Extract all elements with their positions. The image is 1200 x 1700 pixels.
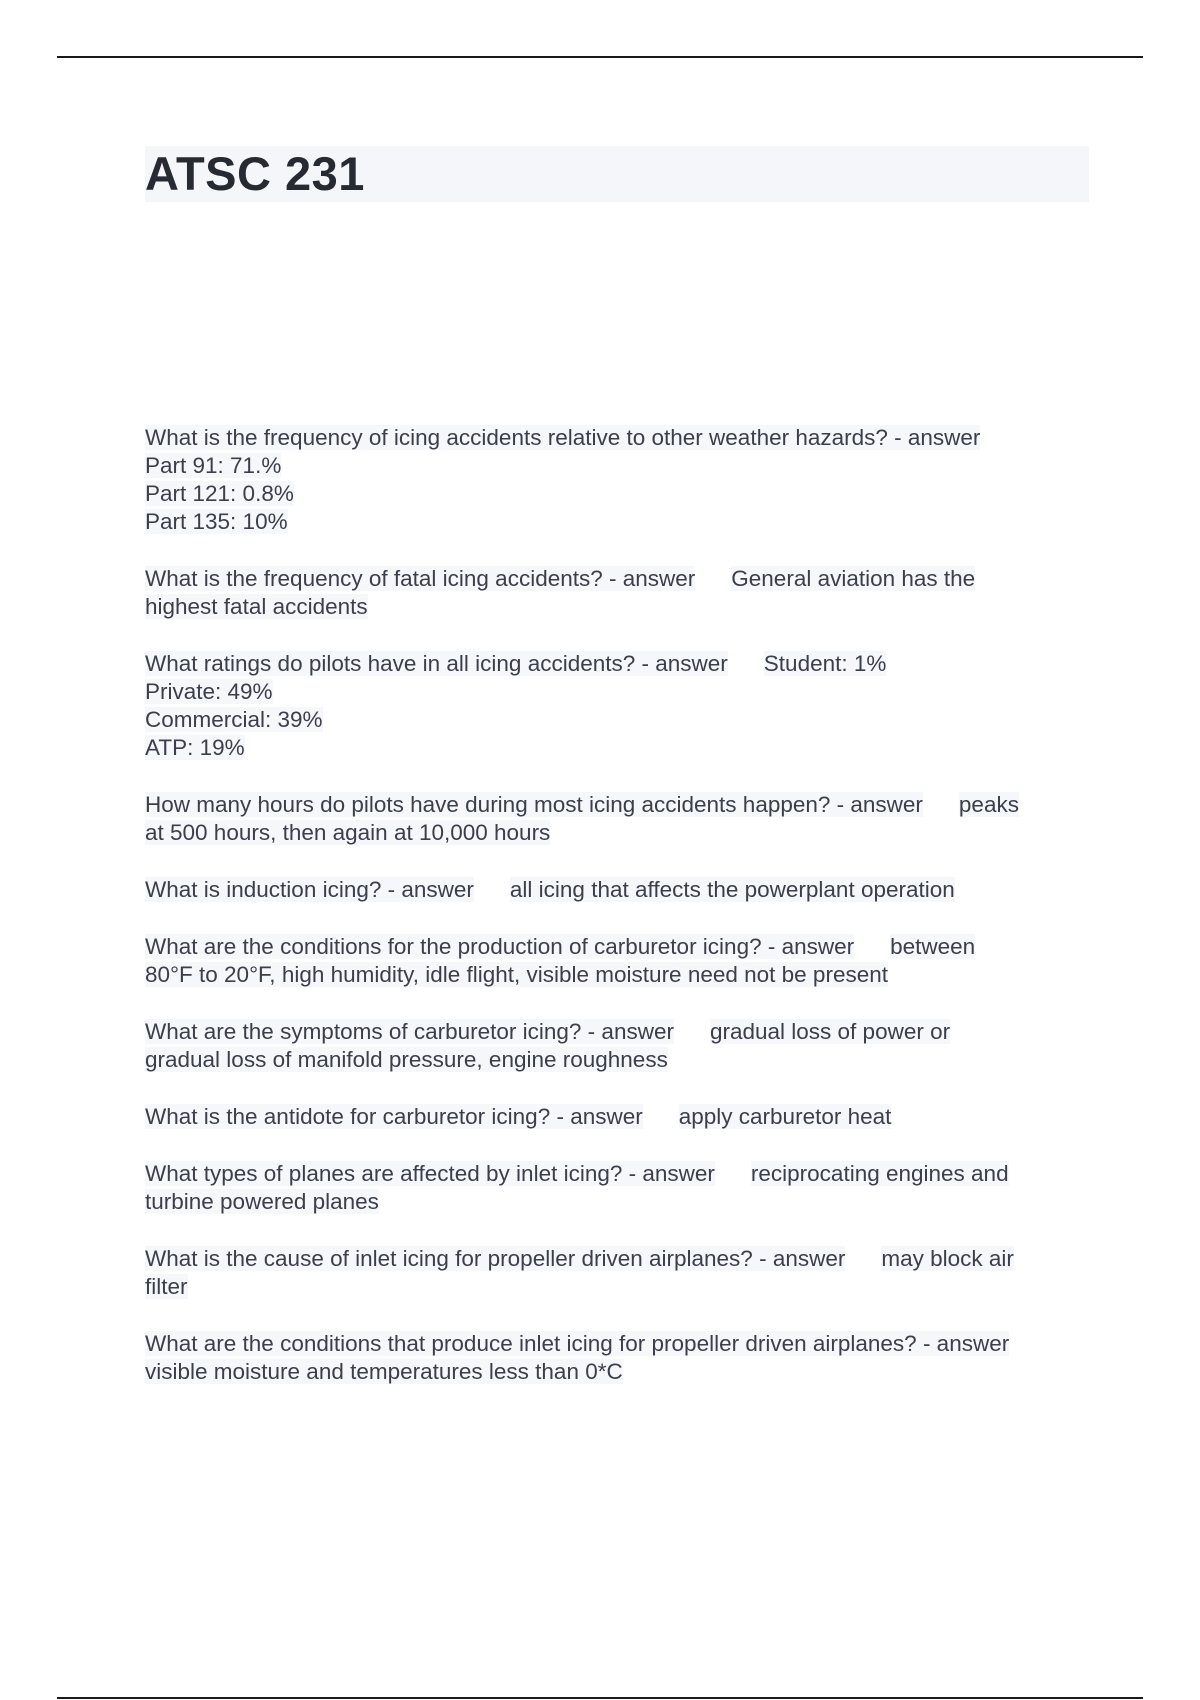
qa-item-inlet-cause [145,1245,1095,1301]
answer-text: Student: 1% [763,651,887,676]
answer-line: Private: 49% [145,679,273,704]
answer-line: gradual loss of manifold pressure, engine roughness [145,1047,668,1072]
answer-line: 80°F to 20°F, high humidity, idle flight, visible moisture need not be present [145,962,888,987]
qa-line [145,1046,1095,1074]
qa-item-pilot-hours [145,791,1095,847]
question-text: What is the frequency of icing accidents relative to other weather hazards? - answer [145,425,981,450]
qa-line [145,791,1095,819]
qa-line [145,1018,1095,1046]
qa-item-carburetor-antidote [145,1103,1095,1131]
question-text: What is the antidote for carburetor icing? - answer [145,1104,643,1129]
answer-line: turbine powered planes [145,1189,379,1214]
qa-line [145,1245,1095,1273]
question-text: What types of planes are affected by inlet icing? - answer [145,1161,715,1186]
qa-item-fatal-icing [145,565,1095,621]
qa-line [145,933,1095,961]
qa-line [145,650,1095,678]
qa-line [145,706,1095,734]
answer-text: between [890,934,976,959]
question-text: What is the cause of inlet icing for propeller driven airplanes? - answer [145,1246,846,1271]
qa-item-carburetor-symptoms [145,1018,1095,1074]
qa-item-inlet-conditions [145,1330,1095,1386]
qa-line [145,1160,1095,1188]
question-text: What is the frequency of fatal icing accidents? - answer [145,566,696,591]
question-text: What ratings do pilots have in all icing accidents? - answer [145,651,728,676]
question-text: What are the conditions for the production of carburetor icing? - answer [145,934,855,959]
answer-line: Commercial: 39% [145,707,323,732]
qa-line [145,1330,1095,1358]
question-text: What are the conditions that produce inlet icing for propeller driven airplanes? - answer [145,1331,1010,1356]
qa-line [145,565,1095,593]
top-rule [57,56,1143,58]
answer-text: reciprocating engines and [750,1161,1009,1186]
qa-line [145,961,1095,989]
answer-text: all icing that affects the powerplant operation [509,877,955,902]
qa-item-inlet-plane-types [145,1160,1095,1216]
qa-line [145,424,1095,452]
qa-line [145,678,1095,706]
qa-item-pilot-ratings [145,650,1095,762]
answer-text: apply carburetor heat [678,1104,892,1129]
answer-line: Part 91: 71.% [145,453,282,478]
answer-line: Part 135: 10% [145,509,288,534]
question-text: How many hours do pilots have during most icing accidents happen? - answer [145,792,923,817]
answer-text: may block air [881,1246,1014,1271]
qa-item-induction-icing [145,876,1095,904]
answer-line: filter [145,1274,188,1299]
qa-line [145,1358,1095,1386]
answer-line: at 500 hours, then again at 10,000 hours [145,820,551,845]
qa-list [145,424,1095,1415]
bottom-rule [57,1697,1143,1699]
qa-line [145,480,1095,508]
qa-item-carburetor-conditions [145,933,1095,989]
qa-line [145,1188,1095,1216]
qa-item-icing-frequency [145,424,1095,536]
answer-text: peaks [958,792,1019,817]
qa-line [145,819,1095,847]
answer-line: highest fatal accidents [145,594,368,619]
qa-line [145,452,1095,480]
document-title: ATSC 231 [145,147,365,200]
answer-line: visible moisture and temperatures less than 0*C [145,1359,623,1384]
qa-line [145,593,1095,621]
qa-line [145,508,1095,536]
qa-line [145,1273,1095,1301]
qa-line [145,876,1095,904]
answer-text: gradual loss of power or [709,1019,951,1044]
question-text: What are the symptoms of carburetor icing? - answer [145,1019,674,1044]
answer-line: Part 121: 0.8% [145,481,294,506]
answer-text: General aviation has the [731,566,976,591]
question-text: What is induction icing? - answer [145,877,474,902]
qa-line [145,734,1095,762]
qa-line [145,1103,1095,1131]
answer-line: ATP: 19% [145,735,245,760]
